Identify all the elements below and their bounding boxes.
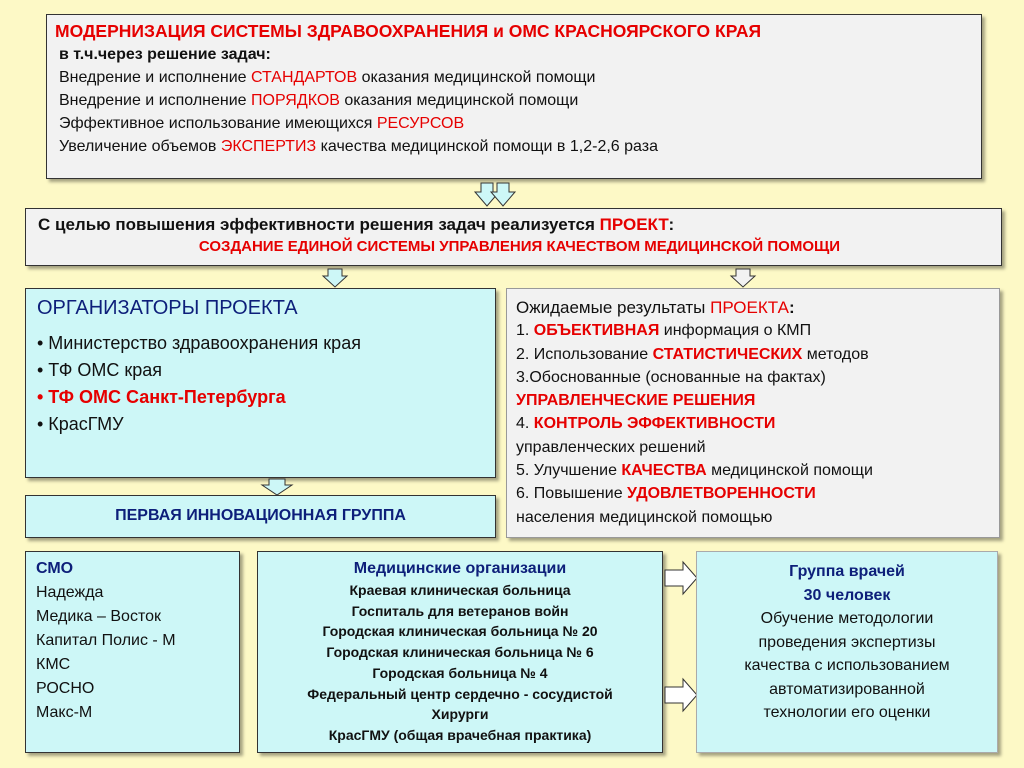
list-item: • КрасГМУ	[37, 414, 124, 434]
project-goal-text: С целью повышения эффективности решения задач реализуется ПРОЕКТ:	[38, 215, 675, 234]
organizers-list	[37, 330, 495, 438]
list-item: Городская клиническая больница № 20	[322, 623, 598, 640]
task-keyword: ПОРЯДКОВ	[251, 92, 340, 109]
doctors-group-line: Обучение методологии	[760, 610, 934, 627]
organizers-box	[25, 288, 496, 478]
down-arrow-icon	[322, 268, 348, 288]
down-arrow-icon	[730, 268, 756, 288]
task-keyword: ЭКСПЕРТИЗ	[220, 138, 317, 155]
modernization-title: МОДЕРНИЗАЦИЯ СИСТЕМЫ ЗДРАВООХРАНЕНИЯ и ОМС КРАСНОЯРСКОГО КРАЯ	[55, 21, 762, 41]
result-line: 2. Использование СТАТИСТИЧЕСКИХ методов	[516, 345, 869, 363]
tasks-subtitle: в т.ч.через решение задач:	[59, 46, 271, 63]
result-line: 4. КОНТРОЛЬ ЭФФЕКТИВНОСТИ	[516, 415, 776, 433]
list-item: • ТФ ОМС края	[37, 360, 163, 380]
expected-results-box	[506, 288, 1000, 538]
doctors-group-count: 30 человек	[803, 586, 891, 604]
list-item: Хирурги	[431, 706, 489, 723]
smo-box	[25, 551, 240, 753]
list-item: Надежда	[36, 584, 104, 601]
list-item: КМС	[36, 656, 71, 673]
results-title: Ожидаемые результаты ПРОЕКТА:	[516, 298, 795, 317]
result-line: УПРАВЛЕНЧЕСКИЕ РЕШЕНИЯ	[516, 392, 756, 410]
down-arrow-icon	[260, 478, 294, 496]
right-arrow-icon	[664, 561, 698, 595]
project-keyword: ПРОЕКТ	[599, 215, 669, 234]
project-keyword: ПРОЕКТА	[710, 298, 789, 317]
list-item: • ТФ ОМС Санкт-Петербурга	[37, 387, 286, 407]
result-line: 3.Обоснованные (основанные на фактах)	[516, 368, 826, 386]
innovation-group-title: ПЕРВАЯ ИННОВАЦИОННАЯ ГРУППА	[115, 507, 406, 524]
list-item: Краевая клиническая больница	[349, 582, 571, 598]
result-line: управленческих решений	[516, 438, 706, 456]
list-item: Медика – Восток	[36, 608, 161, 625]
doctors-group-line: качества с использованием	[744, 657, 950, 674]
list-item: Федеральный центр сердечно - сосудистой	[307, 685, 613, 702]
task-item: Эффективное использование имеющихся РЕСУРСОВ	[59, 115, 465, 132]
project-name: СОЗДАНИЕ ЕДИНОЙ СИСТЕМЫ УПРАВЛЕНИЯ КАЧЕСТВОМ МЕДИЦИНСКОЙ ПОМОЩИ	[198, 238, 841, 255]
list-item: Городская клиническая больница № 6	[326, 644, 594, 661]
task-item: Внедрение и исполнение ПОРЯДКОВ оказания медицинской помощи	[59, 92, 579, 109]
innovation-group-box	[25, 495, 496, 538]
medical-organizations-title: Медицинские организации	[353, 560, 567, 577]
doctors-group-line: технологии его оценки	[763, 704, 931, 721]
list-item: Капитал Полис - М	[36, 632, 176, 649]
list-item: Городская больница № 4	[372, 664, 548, 681]
double-down-arrow-icon	[475, 182, 519, 208]
smo-title: СМО	[36, 560, 74, 577]
task-keyword: СТАНДАРТОВ	[251, 69, 358, 86]
organizers-title: ОРГАНИЗАТОРЫ ПРОЕКТА	[37, 297, 298, 319]
list-item: Макс-М	[36, 704, 93, 721]
task-item: Внедрение и исполнение СТАНДАРТОВ оказания медицинской помощи	[59, 69, 596, 86]
project-box	[25, 208, 1002, 266]
list-item: КрасГМУ (общая врачебная практика)	[328, 726, 592, 743]
result-line: 1. ОБЪЕКТИВНАЯ информация о КМП	[516, 322, 812, 340]
doctors-group-line: автоматизированной	[769, 680, 925, 698]
doctors-group-line: проведения экспертизы	[758, 633, 936, 651]
task-item: Увеличение объемов ЭКСПЕРТИЗ качества медицинской помощи в 1,2-2,6 раза	[59, 138, 658, 155]
doctors-group-title: Группа врачей	[789, 563, 905, 580]
task-keyword: РЕСУРСОВ	[376, 115, 465, 132]
list-item: РОСНО	[36, 680, 95, 697]
list-item: Госпиталь для ветеранов войн	[351, 602, 569, 619]
result-line: населения медицинской помощью	[516, 508, 773, 526]
result-line: 5. Улучшение КАЧЕСТВА медицинской помощи	[516, 462, 873, 480]
medical-organizations-box	[257, 551, 663, 753]
list-item: • Министерство здравоохранения края	[37, 333, 361, 353]
result-line: 6. Повышение УДОВЛЕТВОРЕННОСТИ	[516, 485, 816, 503]
modernization-box	[46, 14, 982, 179]
doctors-group-box	[696, 551, 998, 753]
right-arrow-icon	[664, 678, 698, 712]
